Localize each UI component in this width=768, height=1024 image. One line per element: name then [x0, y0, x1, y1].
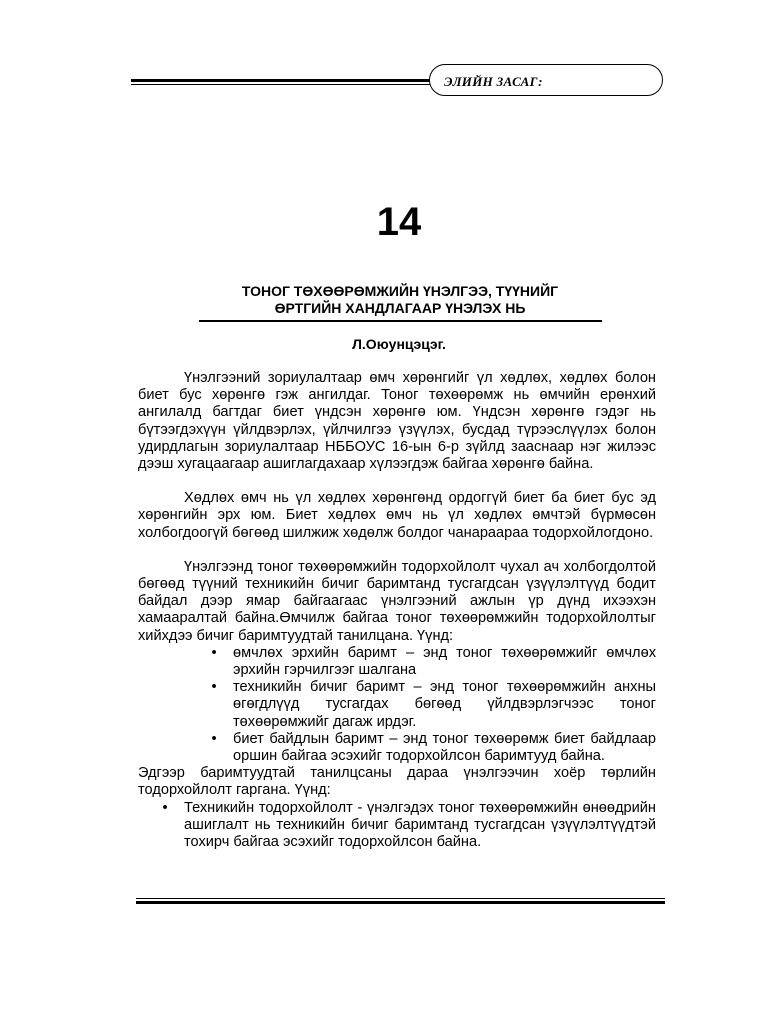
list-item [211, 730, 656, 765]
list-item-text: техникийн бичиг баримт – энд тоног төхөөрөмжийн анхны өгөгдлүүд тусгагдах бөгөөд үйлдвэрлэгчээс тоног төхөөрөмжийг дагаж ирдэг. [233, 679, 656, 730]
header-rule [131, 79, 433, 85]
bullet-icon: • [211, 730, 217, 747]
list-item-text: биет байдлын баримт – энд тоног төхөөрөмж биет байдлаар оршин байгаа эсэхийг тодорхойлсон баримтууд байна. [233, 730, 656, 765]
chapter-title-line1: ТОНОГ ТӨХӨӨРӨМЖИЙН ҮНЭЛГЭЭ, ТҮҮНИЙГ [241, 283, 559, 299]
list-item-text: өмчлөх эрхийн баримт – энд тоног төхөөрөмжийг өмчлөх эрхийн гэрчилгээг шалгана [233, 644, 656, 679]
bullet-icon: • [162, 799, 168, 816]
paragraph: Хөдлөх өмч нь үл хөдлөх хөрөнгөнд ордоггүй биет ба биет бус эд хөрөнгийн эрх юм. Биет хөдлөх өмч нь үл хөдлөх өмчтэй бүрмөсөн холбогдоогүй бөгөөд шилжиж хөдөлж болдог чанараараа тодорхойлогдоно. [138, 490, 656, 541]
chapter-title-line2: ӨРТГИЙН ХАНДЛАГААР ҮНЭЛЭХ НЬ [274, 300, 526, 316]
bullet-icon: • [211, 644, 217, 661]
title-underline [199, 320, 602, 322]
paragraph: Эдгээр баримтуудтай танилцсаны дараа үнэлгээчин хоёр төрлийн тодорхойлолт гаргана. Үүнд: [138, 765, 656, 799]
section-label: ЭЛИЙН ЗАСАГ: [444, 74, 543, 89]
list-item [211, 644, 656, 679]
author-name: Л.Оюунцэцэг. [352, 336, 446, 352]
chapter-number: 14 [376, 200, 422, 244]
body-text [138, 370, 656, 851]
list-item [211, 679, 656, 731]
bullet-icon: • [211, 679, 217, 696]
section-label-box [429, 64, 663, 96]
list-item-text: Техникийн тодорхойлолт - үнэлгэдэх тоног төхөөрөмжийн өнөөдрийн ашиглалт нь техникийн бичиг баримтанд тусгагдсан үзүүлэлтүүдтэй тохирч байгаа эсэхийг тодорхойлсон байна. [184, 799, 656, 851]
chapter-title [200, 283, 600, 317]
paragraph: Үнэлгээний зориулалтаар өмч хөрөнгийг үл хөдлөх, хөдлөх болон биет бус хөрөнгө гэж ангилдаг. Тоног төхөөрөмж нь өмчийн ерөнхий ангилалд багтдаг биет үндсэн хөрөнгө юм. Үндсэн хөрөнгө гэдэг нь бүтээгдэхүүн үйлдвэрлэх, үйлчилгээ үзүүлэх, бусдад түрээслүүлэх болон удирдлагын зориулалтаар НББОУС 16-ын 6-р зүйлд зааснаар нэг жилээс дээш хугацаагаар ашиглагдахаар хүлээгдэж байгаа хөрөнгө байна. [138, 370, 656, 473]
list-item [162, 799, 656, 852]
paragraph: Үнэлгээнд тоног төхөөрөмжийн тодорхойлолт чухал ач холбогдолтой бөгөөд түүний техникийн бичиг баримтанд тусгагдсан үзүүлэлтүүд бодит байдал дээр ямар байгаагаас үнэлгээний ажлын үр дүнд ихээхэн хамааралтай байна.Өмчилж байгаа тоног төхөөрөмжийн тодорхойлолтыг хийхдээ бичиг баримтуудтай танилцана. Үүнд: [138, 558, 656, 644]
definition-list [138, 800, 656, 852]
document-list [138, 645, 656, 765]
footer-rule [136, 898, 665, 904]
